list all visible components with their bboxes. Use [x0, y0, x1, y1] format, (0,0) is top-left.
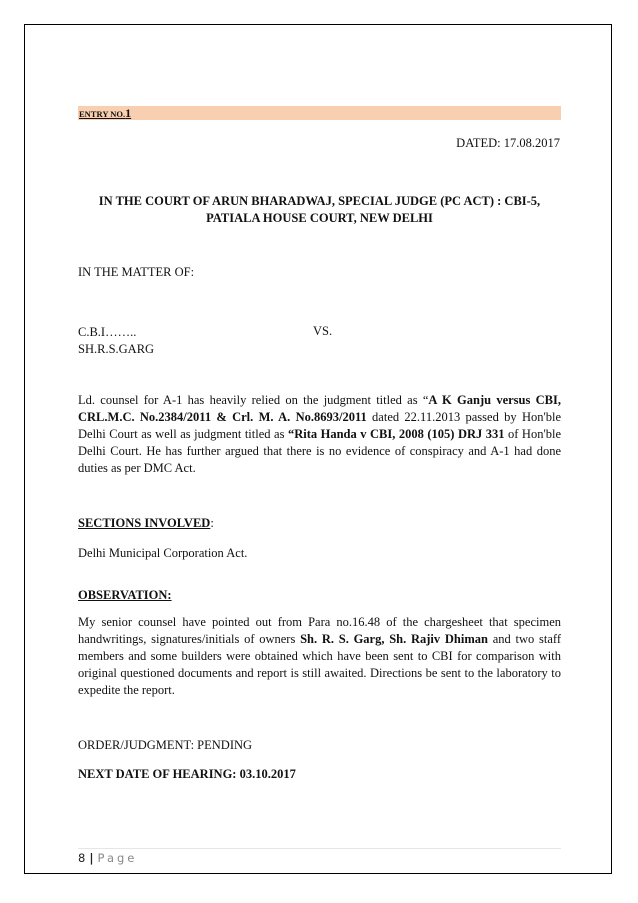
next-hearing-date: NEXT DATE OF HEARING: 03.10.2017	[78, 767, 296, 781]
argument-text-1: Ld. counsel for A-1 has heavily relied on the judgment titled as “	[78, 393, 429, 407]
case-citation-1: A K Ganju versus CBI, CRL.M.C. No.2384/2011 & Crl. M. A. No.8693/2011	[78, 393, 561, 424]
case-citation-2: “Rita Handa v CBI, 2008 (105) DRJ 331	[287, 427, 505, 441]
observation-paragraph	[78, 614, 561, 699]
observation-text-2: and two staff members and some builders were obtained which have been sent to CBI for comparison with original questioned documents and report is still awaited. Directions be sent to the laboratory to expedite the report.	[78, 632, 561, 697]
court-title-line1: IN THE COURT OF ARUN BHARADWAJ, SPECIAL JUDGE (PC ACT) : CBI-5,	[98, 194, 541, 208]
court-title-line2: PATIALA HOUSE COURT, NEW DELHI	[206, 211, 433, 225]
observation-text-1: My senior counsel have pointed out from Para no.16.48 of the chargesheet that specimen handwritings, signatures/initials of owners	[78, 615, 561, 646]
entry-highlight-band	[78, 106, 561, 120]
argument-text-3: of Hon'ble Delhi Court. He has further argued that there is no evidence of conspiracy and A-1 had done duties as per DMC Act.	[78, 427, 561, 475]
dated-text: DATED: 17.08.2017	[456, 136, 560, 150]
owner-names: Sh. R. S. Garg, Sh. Rajiv Dhiman	[300, 632, 488, 646]
observation-heading: OBSERVATION:	[78, 588, 172, 602]
argument-text-2: dated 22.11.2013 passed by Hon'ble Delhi Court as well as judgment titled as	[78, 410, 561, 441]
page-number: 8	[78, 851, 86, 865]
party-left: C.B.I……..	[78, 325, 137, 339]
entry-number: 1	[125, 106, 132, 120]
page-footer	[78, 851, 137, 865]
page-separator: |	[89, 851, 94, 865]
entry-label: ENTRY NO.	[79, 109, 126, 119]
court-title	[78, 193, 561, 227]
sections-colon: :	[210, 516, 214, 530]
sections-heading: SECTIONS INVOLVED	[78, 516, 211, 530]
matter-heading: IN THE MATTER OF:	[78, 265, 195, 279]
order-status: ORDER/JUDGMENT: PENDING	[78, 738, 253, 752]
party-right: SH.R.S.GARG	[78, 342, 155, 356]
footer-divider	[78, 848, 561, 849]
sections-heading-line	[78, 515, 561, 532]
sections-text: Delhi Municipal Corporation Act.	[78, 546, 248, 560]
versus-label: VS.	[313, 324, 333, 338]
page-label: Page	[97, 851, 138, 865]
argument-paragraph	[78, 392, 561, 477]
entry-number-label	[79, 107, 131, 120]
